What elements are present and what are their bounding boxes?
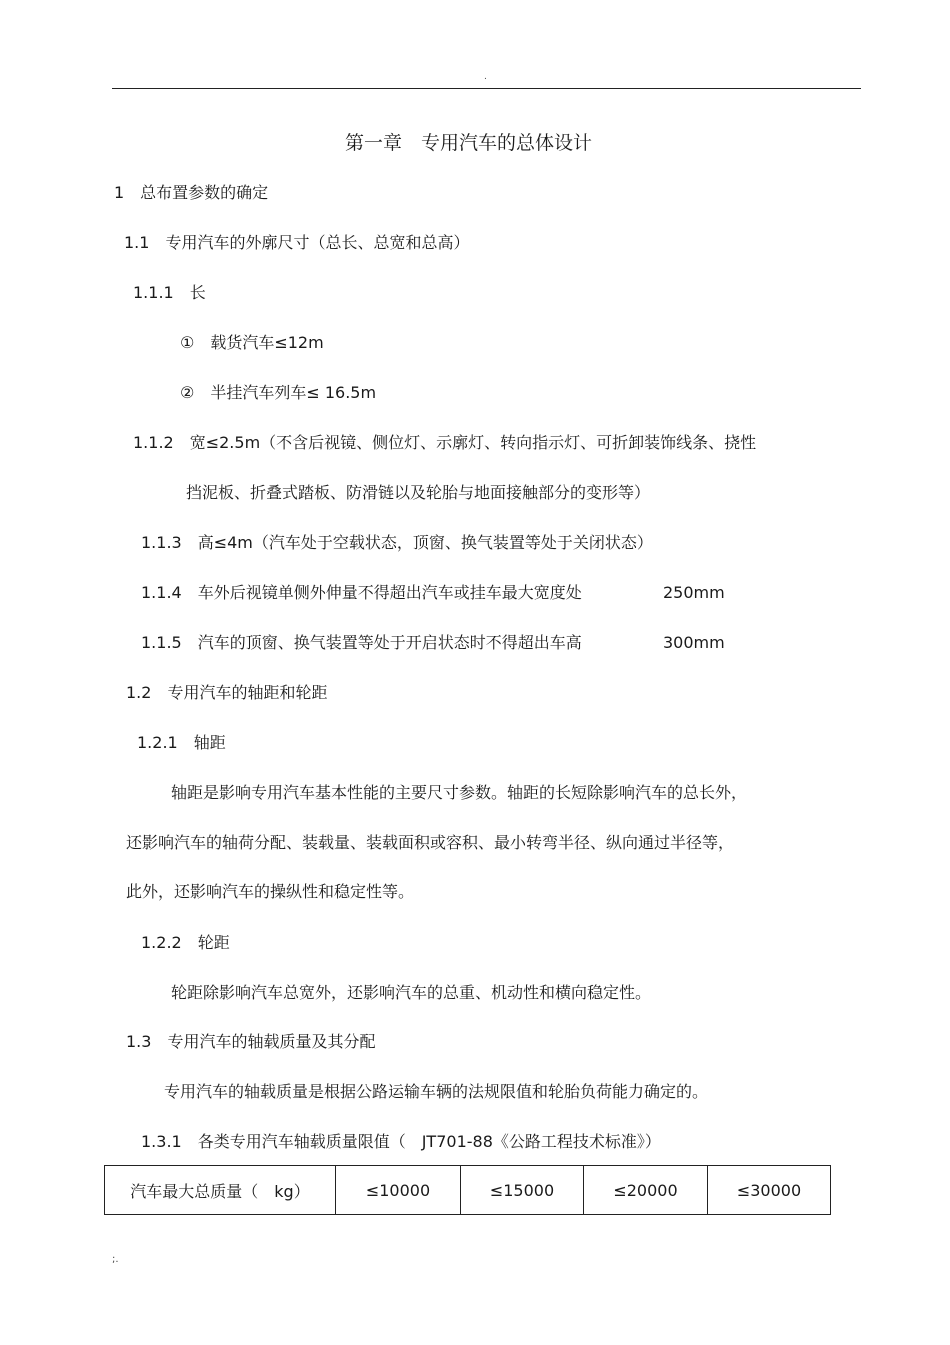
table-cell: ≤10000	[336, 1166, 461, 1215]
footer-mark: ;.	[112, 1254, 119, 1265]
heading-1-1-3: 1.1.3 高≤4m（汽车处于空载状态，顶窗、换气装置等处于关闭状态）	[141, 533, 653, 552]
heading-1-1-5: 1.1.5 汽车的顶窗、换气装置等处于开启状态时不得超出车高	[141, 633, 582, 652]
paragraph-track: 轮距除影响汽车总宽外，还影响汽车的总重、机动性和横向稳定性。	[171, 983, 652, 1002]
paragraph-wheelbase-line1: 轴距是影响专用汽车基本性能的主要尺寸参数。轴距的长短除影响汽车的总长外，	[171, 783, 748, 802]
heading-1-1-4-value: 250mm	[663, 583, 725, 602]
heading-1-1-2-line2: 挡泥板、折叠式踏板、防滑链以及轮胎与地面接触部分的变形等）	[186, 483, 651, 502]
heading-1-1: 1.1 专用汽车的外廓尺寸（总长、总宽和总高）	[124, 233, 470, 252]
heading-1-1-1: 1.1.1 长	[133, 283, 206, 302]
list-item-1: ① 载货汽车≤12m	[180, 333, 324, 352]
table-cell: ≤20000	[584, 1166, 708, 1215]
heading-1-1-2-line1: 1.1.2 宽≤2.5m（不含后视镜、侧位灯、示廓灯、转向指示灯、可折卸装饰线条、挠性	[133, 433, 757, 452]
paragraph-wheelbase-line2: 还影响汽车的轴荷分配、装载量、装载面积或容积、最小转弯半径、纵向通过半径等，	[126, 833, 735, 852]
heading-1-2-2: 1.2.2 轮距	[141, 933, 230, 952]
table-header-cell: 汽车最大总质量（ kg）	[105, 1166, 336, 1215]
heading-1-3-1: 1.3.1 各类专用汽车轴载质量限值（ JT701-88《公路工程技术标准》）	[141, 1132, 661, 1151]
list-item-2: ② 半挂汽车列车≤ 16.5m	[180, 383, 377, 402]
table-cell: ≤30000	[708, 1166, 831, 1215]
heading-1-2: 1.2 专用汽车的轴距和轮距	[126, 683, 328, 702]
heading-1-1-5-value: 300mm	[663, 633, 725, 652]
header-rule	[112, 88, 861, 89]
heading-1-3: 1.3 专用汽车的轴载质量及其分配	[126, 1032, 376, 1051]
header-mark: .	[484, 72, 487, 82]
heading-1-2-1: 1.2.1 轴距	[137, 733, 226, 752]
table-row	[105, 1166, 831, 1215]
chapter-title: 第一章 专用汽车的总体设计	[345, 132, 593, 154]
paragraph-wheelbase-line3: 此外，还影响汽车的操纵性和稳定性等。	[126, 882, 415, 901]
paragraph-axle-load: 专用汽车的轴载质量是根据公路运输车辆的法规限值和轮胎负荷能力确定的。	[164, 1082, 709, 1101]
heading-1-1-4: 1.1.4 车外后视镜单侧外伸量不得超出汽车或挂车最大宽度处	[141, 583, 582, 602]
axle-load-table	[104, 1165, 831, 1215]
table-cell: ≤15000	[461, 1166, 584, 1215]
heading-1: 1 总布置参数的确定	[114, 183, 269, 202]
